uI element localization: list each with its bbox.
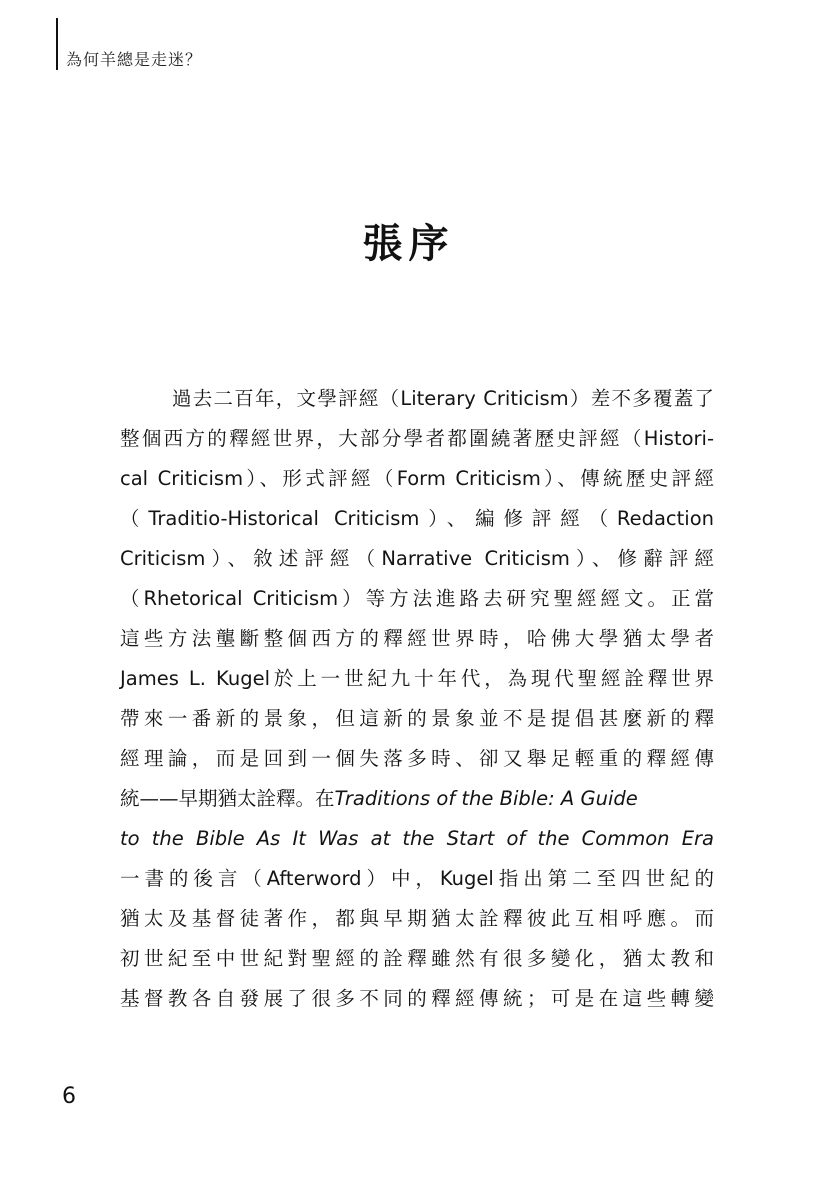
text-line-italic: [120, 824, 714, 854]
text-line: cal Criticism）、形式評經（Form Criticism）、傳統歷史評經: [120, 467, 714, 490]
text-line: James L. Kugel於上一世紀九十年代，為現代聖經詮釋世界: [120, 667, 714, 690]
text-line: 初世紀至中世紀對聖經的詮釋雖然有很多變化，猶太教和: [120, 947, 714, 970]
text-line: Criticism）、敘述評經（Narrative Criticism）、修辭評經: [120, 547, 714, 570]
text-line: 一書的後言（Afterword）中，Kugel指出第二至四世紀的: [120, 867, 714, 890]
text-line: 整個西方的釋經世界，大部分學者都圍繞著歷史評經（Histori-: [120, 427, 714, 450]
chapter-title: 張序: [362, 221, 455, 267]
header-rule: [56, 18, 58, 70]
running-header: 為何羊總是走迷？: [66, 50, 203, 69]
text-line: 基督教各自發展了很多不同的釋經傳統；可是在這些轉變: [120, 987, 714, 1010]
text-segment: 統——早期猶太詮釋。在: [120, 787, 335, 810]
text-line: 過去二百年，文學評經（Literary Criticism）差不多覆蓋了: [172, 387, 714, 410]
page-number: 6: [62, 1084, 76, 1109]
text-line: 猶太及基督徒著作，都與早期猶太詮釋彼此互相呼應。而: [120, 907, 714, 930]
text-line: （Traditio-Historical Criticism）、編修評經（Redaction: [120, 507, 714, 530]
text-line: 這些方法壟斷整個西方的釋經世界時，哈佛大學猶太學者: [120, 627, 714, 650]
book-title-italic: to the Bible As It Was at the Start of the Common Era: [120, 827, 714, 850]
text-line: 帶來一番新的景象，但這新的景象並不是提倡甚麼新的釋: [120, 707, 714, 730]
text-line: [120, 784, 714, 814]
text-line: （Rhetorical Criticism）等方法進路去研究聖經經文。正當: [120, 587, 714, 610]
book-title-italic: Traditions of the Bible: A Guide: [334, 787, 638, 810]
text-line: 經理論，而是回到一個失落多時、卻又舉足輕重的釋經傳: [120, 747, 714, 770]
